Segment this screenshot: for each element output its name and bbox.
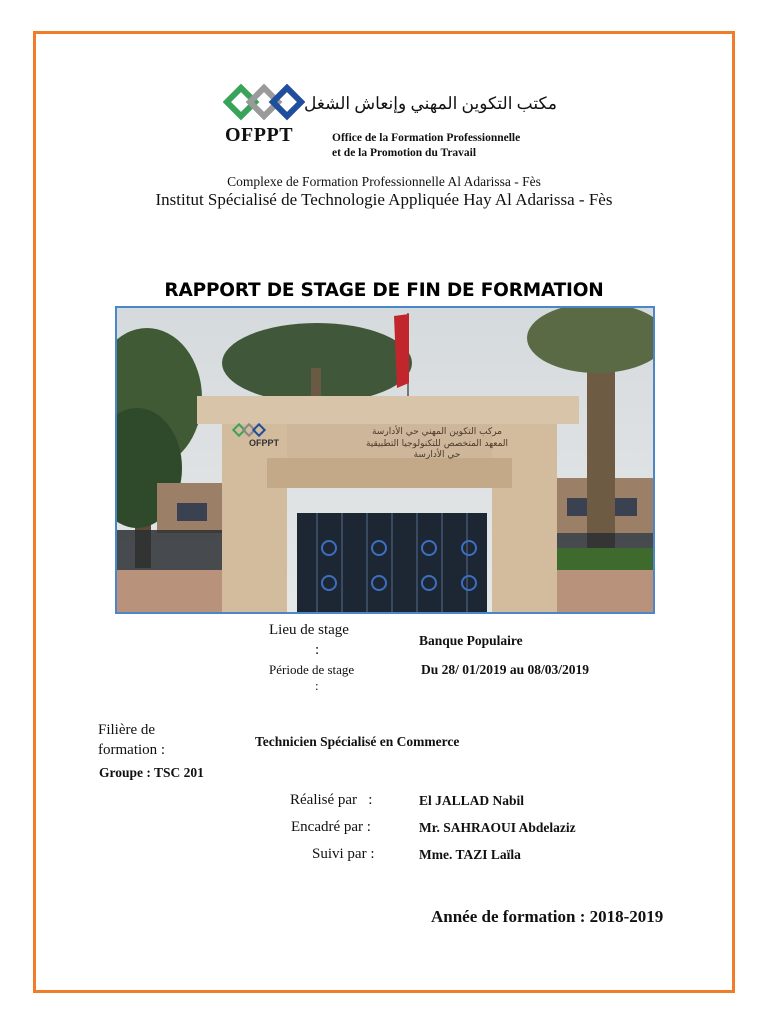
encadre-label: Encadré par :: [291, 819, 371, 835]
office-line-1: Office de la Formation Professionnelle: [332, 132, 521, 144]
sign-arabic-line-3: حي الأدارسة: [413, 450, 461, 460]
filiere-value: Technicien Spécialisé en Commerce: [255, 734, 460, 749]
groupe: Groupe : TSC 201: [99, 765, 204, 780]
office-line-2: et de la Promotion du Travail: [332, 147, 477, 159]
gate-illustration: [117, 308, 653, 612]
report-title: RAPPORT DE STAGE DE FIN DE FORMATION: [164, 280, 604, 301]
arabic-org-name: مكتب التكوين المهني وإنعاش الشغل: [304, 94, 557, 113]
institute-photo: [115, 306, 655, 614]
lieu-colon: :: [315, 642, 320, 658]
filiere-label-line-2: formation :: [98, 742, 166, 758]
brand-name: OFPPT: [225, 124, 294, 146]
encadre-value: Mr. SAHRAOUI Abdelaziz: [419, 820, 576, 835]
periode-colon: :: [315, 678, 319, 693]
sign-logo-text: OFPPT: [249, 438, 280, 448]
lieu-value: Banque Populaire: [419, 633, 523, 648]
lieu-label: Lieu de stage: [269, 622, 349, 638]
periode-label: Période de stage: [269, 662, 355, 677]
periode-value: Du 28/ 01/2019 au 08/03/2019: [421, 662, 590, 677]
realise-label: Réalisé par :: [290, 792, 373, 808]
annee-formation: Année de formation : 2018-2019: [431, 907, 664, 926]
filiere-label-line-1: Filière de: [98, 722, 156, 738]
sign-arabic-line-2: المعهد المتخصص للتكنولوجيا التطبيقية: [365, 439, 509, 449]
complexe-line: Complexe de Formation Professionnelle Al Adarissa - Fès: [227, 174, 541, 189]
ofppt-logo-icon: [223, 84, 305, 128]
sign-arabic-line-1: مركب التكوين المهني حي الأدارسة: [371, 427, 503, 437]
realise-value: El JALLAD Nabil: [419, 793, 525, 808]
suivi-label: Suivi par :: [312, 846, 375, 862]
suivi-value: Mme. TAZI Laïla: [419, 847, 521, 862]
institut-line: Institut Spécialisé de Technologie Appliquée Hay Al Adarissa - Fès: [155, 190, 613, 209]
office-name: [332, 131, 520, 161]
